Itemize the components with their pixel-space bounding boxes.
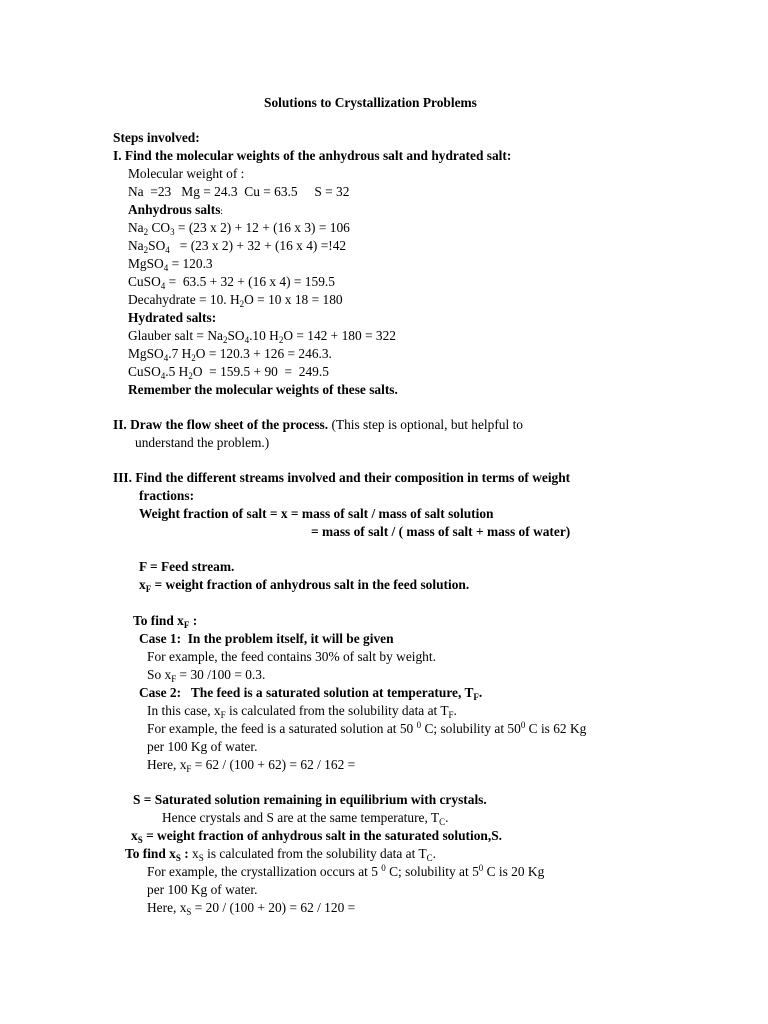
formula-mgso4-7h2o: MgSO$_4$.7 $H_2O = 120.3 + 126 = 246.3$. bbox=[128, 346, 332, 363]
weight-fraction-definition: Weight fraction of salt = x = mass of salt / mass of salt solution bbox=[139, 506, 494, 521]
element-weights: Na =23 Mg = 24.3 Cu = 63.5 S = 32 bbox=[128, 184, 350, 199]
to-find-xf-heading: To find $x_F$ : bbox=[133, 613, 198, 630]
step3-heading-continued: fractions: bbox=[139, 488, 195, 503]
hydrated-salts-label: Hydrated salts: bbox=[128, 310, 217, 325]
case1-example: For example, the feed contains 30% of salt by weight. bbox=[147, 649, 436, 664]
xs-definition: $x_S$ = weight fraction of anhydrous salt in the saturated solution,S. bbox=[131, 828, 503, 845]
formula-decahydrate: Decahydrate = 10. $H_2O = 10$ x 18 = 180 bbox=[128, 292, 343, 309]
case2-result: Here, $x_F = 62 / (100 + 62) = 62 / 162$ = bbox=[147, 757, 356, 774]
to-find-xs: To find $x_S$ : $x_S$ is calculated from the solubility data at $T_C$. bbox=[125, 846, 437, 863]
case1-result: So $x_F = 30$ /100 = 0.3. bbox=[147, 667, 266, 684]
same-temperature-note: Hence crystals and S are at the same temperature, $T_C$. bbox=[162, 810, 449, 827]
weight-fraction-definition-continued: = mass of salt / ( mass of salt + mass of water) bbox=[311, 524, 571, 539]
case2-example-continued: per 100 Kg of water. bbox=[147, 739, 258, 754]
formula-cuso4: CuSO$_4$ = 63.5 + 32 + (16 x 4) = 159.5 bbox=[128, 274, 335, 291]
remember-note: Remember the molecular weights of these salts. bbox=[128, 382, 398, 397]
formula-cuso4-5h2o: CuSO$_4$.5 $H_2O = 159.5 + 90 = 249.5$ bbox=[128, 364, 329, 381]
step1-heading: I. Find the molecular weights of the anhydrous salt and hydrated salt: bbox=[113, 148, 512, 163]
formula-glauber-salt: Glauber salt = $Na_2SO_4.10$ $H_2O = 142 + 180 = 322$ bbox=[128, 328, 396, 345]
case2-heading: Case 2: The feed is a saturated solution at temperature, $T_F$. bbox=[139, 685, 483, 702]
document-title: Solutions to Crystallization Problems bbox=[264, 95, 477, 110]
case2-example: For example, the feed is a saturated solution at 50 $^0$ C; solubility at $50^0$ C is 62 Kg bbox=[147, 720, 587, 736]
formula-na2co3: $Na_2$ $CO_3 = (23$ x 2) + 12 + (16 x 3) = 106 bbox=[128, 220, 350, 237]
step2-note-continued: understand the problem.) bbox=[135, 435, 270, 450]
case2-explanation: In this case, $x_F$ is calculated from the solubility data at $T_F$. bbox=[147, 703, 457, 720]
feed-stream-definition: F = Feed stream. bbox=[139, 559, 235, 574]
molecular-weight-label: Molecular weight of : bbox=[128, 166, 245, 181]
formula-na2so4: $Na_2SO_4 = (23$ x 2) + 32 + (16 x 4) =!42 bbox=[128, 238, 347, 255]
xs-result: Here, $x_S = 20 / (100 + 20) = 62 / 120$ = bbox=[147, 900, 356, 917]
case1-heading: Case 1: In the problem itself, it will be given bbox=[139, 631, 394, 646]
steps-heading: Steps involved: bbox=[113, 130, 200, 145]
anhydrous-salts-label: Anhydrous salts: bbox=[128, 202, 223, 217]
step2-heading: II. Draw the flow sheet of the process. (This step is optional, but helpful to bbox=[113, 417, 523, 432]
xf-definition: $x_F$ = weight fraction of anhydrous salt in the feed solution. bbox=[139, 577, 470, 594]
xs-example-continued: per 100 Kg of water. bbox=[147, 882, 258, 897]
step3-heading: III. Find the different streams involved and their composition in terms of weight bbox=[113, 470, 571, 485]
saturated-solution-definition: S = Saturated solution remaining in equilibrium with crystals. bbox=[133, 792, 487, 807]
xs-example: For example, the crystallization occurs at 5 $^0$ C; solubility at $5^0$ C is 20 Kg bbox=[147, 863, 545, 879]
formula-mgso4: MgSO$_4$ = 120.3 bbox=[128, 256, 213, 273]
